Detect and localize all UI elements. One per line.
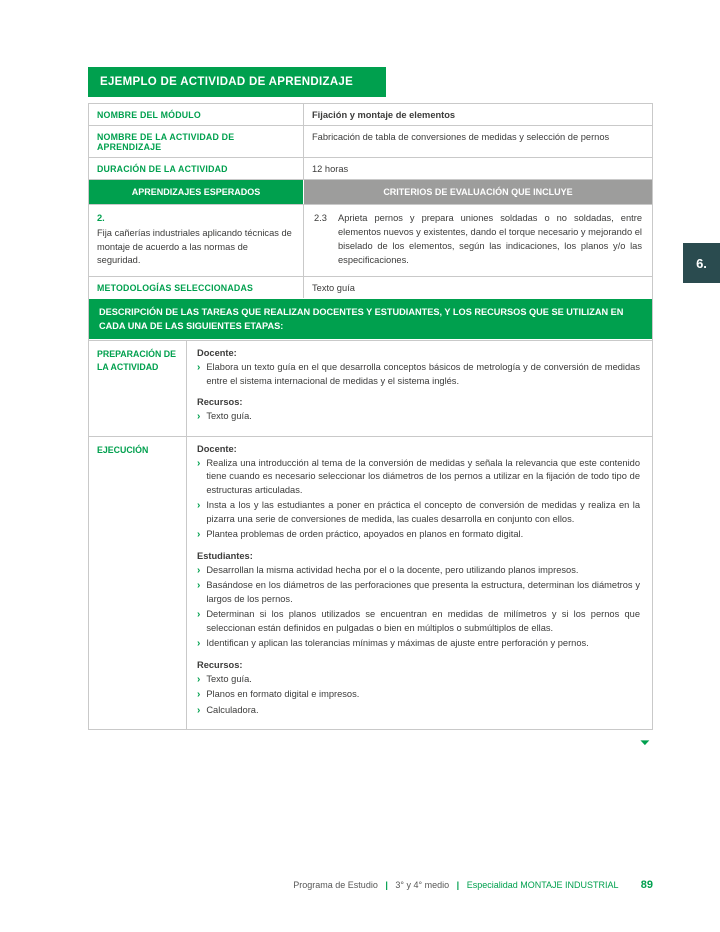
methodology-label: METODOLOGÍAS SELECCIONADAS [97, 282, 254, 293]
list-item-text: Elabora un texto guía en el que desarrolla conceptos básicos de metrología y de conversión de medidas entre el sistema internacional de medidas y el sistema inglés. [206, 362, 640, 386]
table-row-headers [89, 179, 652, 204]
module-value: Fijación y montaje de elementos [303, 104, 652, 125]
section-tab [683, 243, 720, 283]
bullet-icon: › [197, 638, 201, 650]
bullet-icon: › [197, 689, 201, 701]
list-item-text: Realiza una introducción al tema de la conversión de medidas y señala la relevancia que este contenido tiene cuando es necesario seleccionar los diámetros de los pernos a utilizar en la fijación de todo tipo de estructuras articuladas. [206, 457, 640, 495]
bullet-icon: › [197, 673, 201, 685]
stage-body-execution [186, 437, 652, 729]
footer-page-number: 89 [640, 879, 653, 891]
module-label: NOMBRE DEL MÓDULO [97, 110, 201, 120]
footer-program: Programa de Estudio [293, 880, 378, 890]
list-item-text: Basándose en los diámetros de las perforaciones que presenta la estructura, determinan los diámetros y largos de los pernos. [206, 580, 640, 604]
list-item [197, 564, 640, 578]
list-item [197, 688, 640, 702]
activity-table [88, 103, 653, 730]
activity-title: EJEMPLO DE ACTIVIDAD DE APRENDIZAJE [88, 67, 386, 97]
bullet-icon: › [197, 704, 201, 716]
criteria-header-cell: CRITERIOS DE EVALUACIÓN QUE INCLUYE [303, 180, 652, 204]
list-item-text: Texto guía. [206, 411, 252, 422]
bullet-icon: › [197, 500, 201, 512]
bullet-icon: › [197, 411, 201, 423]
criteria-number: 2.3 [314, 213, 327, 223]
duration-value: 12 horas [303, 158, 652, 179]
list-item-text: Insta a los y las estudiantes a poner en práctica el concepto de conversión de medidas y realiza en la pizarra una serie de conversiones de medida, las cuales desarrolla en conjunto con ellos. [206, 500, 640, 524]
table-row-duration [89, 157, 652, 179]
bullet-icon: › [197, 362, 201, 374]
expected-header-cell: APRENDIZAJES ESPERADOS [89, 180, 303, 204]
continued-marker-icon: ▼ [637, 738, 653, 748]
table-row-module [89, 104, 652, 125]
section-heading: Recursos: [197, 397, 243, 408]
stage-label-preparation: PREPARACIÓN DE LA ACTIVIDAD [97, 349, 177, 372]
list-item [197, 673, 640, 687]
list-item [197, 704, 640, 718]
list-item [197, 361, 640, 388]
list-item [197, 528, 640, 542]
footer-grades: 3° y 4° medio [395, 880, 450, 890]
list-item-text: Calculadora. [206, 704, 259, 715]
footer [0, 879, 653, 891]
table-row-expected-criteria [89, 204, 652, 276]
section-heading: Recursos: [197, 659, 243, 670]
table-row-execution [89, 436, 652, 729]
list-item [197, 410, 640, 424]
footer-separator: | [385, 880, 388, 890]
table-row-methodology [89, 276, 652, 298]
list-item [197, 457, 640, 497]
stage-body-preparation [186, 341, 652, 435]
expected-number: 2. [97, 213, 105, 223]
section-heading: Docente: [197, 348, 237, 359]
table-row-preparation [89, 340, 652, 435]
list-item [197, 608, 640, 635]
list-item [197, 499, 640, 526]
section-tab-label: 6. [696, 255, 707, 271]
main-content [88, 67, 653, 750]
activity-name-label: NOMBRE DE LA ACTIVIDAD DE APRENDIZAJE [97, 132, 235, 152]
list-item-text: Planos en formato digital e impresos. [206, 689, 360, 700]
list-item-text: Texto guía. [206, 673, 252, 684]
list-item [197, 579, 640, 606]
duration-label: DURACIÓN DE LA ACTIVIDAD [97, 164, 228, 174]
criteria-text: Aprieta pernos y prepara uniones soldadas o no soldadas, entre elementos nuevos y existentes, dando el torque necesario y mejorando el biselado de los elementos, según las indicaciones, los planos y/o las especificaciones. [338, 213, 642, 265]
bullet-icon: › [197, 609, 201, 621]
stage-label-execution: EJECUCIÓN [97, 444, 149, 455]
bullet-icon: › [197, 580, 201, 592]
list-item-text: Desarrollan la misma actividad hecha por el o la docente, pero utilizando planos impresos. [206, 564, 579, 575]
expected-text: Fija cañerías industriales aplicando técnicas de montaje de acuerdo a las normas de seguridad. [97, 228, 292, 266]
section-heading: Docente: [197, 443, 237, 454]
description-banner: DESCRIPCIÓN DE LAS TAREAS QUE REALIZAN DOCENTES Y ESTUDIANTES, Y LOS RECURSOS QUE SE UTILIZAN EN CADA UNA DE LAS SIGUIENTES ETAPAS: [89, 298, 652, 341]
bullet-icon: › [197, 564, 201, 576]
footer-separator: | [456, 880, 460, 890]
bullet-icon: › [197, 457, 201, 469]
activity-name-value: Fabricación de tabla de conversiones de medidas y selección de pernos [303, 126, 652, 157]
criteria-cell [303, 205, 652, 276]
section-heading: Estudiantes: [197, 550, 253, 561]
list-item-text: Identifican y aplican las tolerancias mínimas y máximas de ajuste entre perforación y pernos. [206, 638, 589, 649]
list-item-text: Determinan si los planos utilizados se encuentran en medidas de milímetros y si los pernos que seleccionan están definidos en pulgadas o bien en múltiplos o submúltiplos de ellas. [206, 609, 640, 633]
footer-specialty: Especialidad MONTAJE INDUSTRIAL [466, 880, 619, 890]
list-item [197, 637, 640, 651]
table-row-activity-name [89, 125, 652, 157]
continued-marker [88, 732, 653, 750]
methodology-value: Texto guía [303, 277, 652, 298]
expected-learning-cell [89, 205, 303, 276]
list-item-text: Plantea problemas de orden práctico, apoyados en planos en formato digital. [206, 529, 524, 540]
bullet-icon: › [197, 529, 201, 541]
